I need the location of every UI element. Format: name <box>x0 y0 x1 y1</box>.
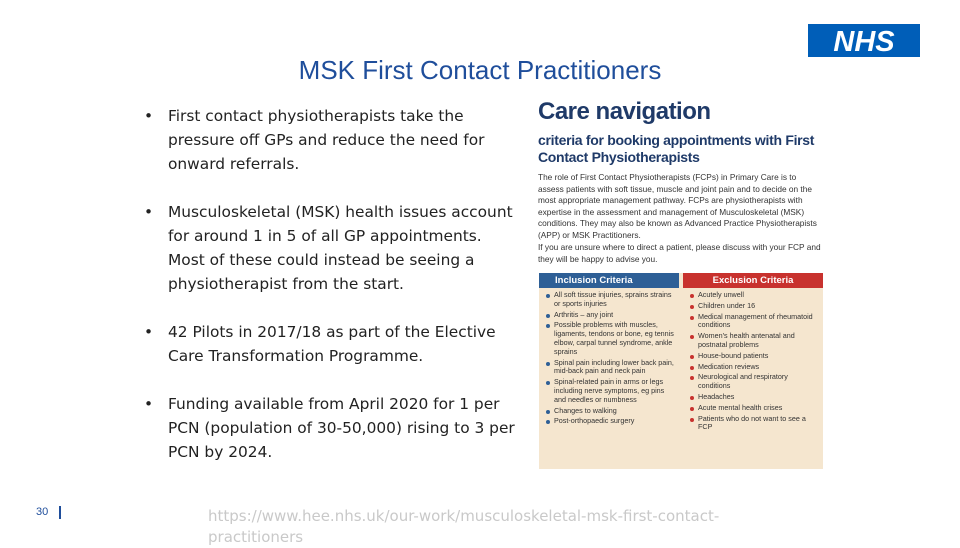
care-navigation-leaflet <box>530 96 828 472</box>
inclusion-item: Post-orthopaedic surgery <box>554 417 675 426</box>
exclusion-item: Acutely unwell <box>698 291 819 300</box>
exclusion-item: Medication reviews <box>698 363 819 372</box>
leaflet-intro: The role of First Contact Physiotherapists (FCPs) in Primary Care is to assess patients with soft tissue, muscle and joint pain and to decide on the most appropriate management pathway. FCPs are physiotherapists with expertise in the assessment and management of Musculoskeletal (MSK) conditions. They may also be known as Advanced Practice Physiotherapists (APP) or MSK Practitioners. <box>538 172 817 240</box>
page-number-divider <box>59 506 61 519</box>
bullet-dot: • <box>144 203 154 221</box>
exclusion-item: Acute mental health crises <box>698 404 819 413</box>
exclusion-item: Children under 16 <box>698 302 819 311</box>
inclusion-item: Possible problems with muscles, ligaments, tendons or bone, eg tennis elbow, carpal tunnel syndrome, ankle sprains <box>554 320 674 356</box>
exclusion-item: Neurological and respiratory conditions <box>698 373 819 391</box>
exclusion-column <box>683 273 823 469</box>
bullet-dot: • <box>144 395 154 413</box>
slide-title: MSK First Contact Practitioners <box>298 55 662 85</box>
exclusion-item: Headaches <box>698 393 819 402</box>
bullet-text: Musculoskeletal (MSK) health issues account for around 1 in 5 of all GP appointments. Most of these could instead be seeing a physiotherapist from the start. <box>168 203 513 293</box>
inclusion-header: Inclusion Criteria <box>539 273 679 288</box>
inclusion-item: Changes to walking <box>554 407 675 416</box>
exclusion-header: Exclusion Criteria <box>683 273 823 288</box>
criteria-table <box>539 273 823 469</box>
bullet-item <box>140 104 520 176</box>
exclusion-item: Medical management of rheumatoid conditions <box>698 313 819 331</box>
bullet-item <box>140 320 520 368</box>
leaflet-title: Care navigation <box>538 98 711 125</box>
inclusion-item: All soft tissue injuries, sprains strains or sports injuries <box>554 291 675 309</box>
bullet-item <box>140 392 520 464</box>
leaflet-note: If you are unsure where to direct a patient, please discuss with your FCP and they will be happy to advise you. <box>538 242 821 264</box>
inclusion-column <box>539 273 679 469</box>
nhs-logo-text: NHS <box>833 26 895 57</box>
inclusion-list <box>539 291 679 426</box>
exclusion-item: Women's health antenatal and postnatal problems <box>698 332 819 350</box>
bullet-text: Funding available from April 2020 for 1 per PCN (population of 30-50,000) rising to 3 per PCN by 2024. <box>168 395 515 461</box>
inclusion-item: Spinal-related pain in arms or legs including nerve symptoms, eg pins and needles or numbness <box>554 378 675 404</box>
nhs-logo <box>808 24 920 57</box>
leaflet-subtitle: criteria for booking appointments with First Contact Physiotherapists <box>538 132 815 165</box>
exclusion-item: Patients who do not want to see a FCP <box>698 415 819 433</box>
bullet-text: 42 Pilots in 2017/18 as part of the Elective Care Transformation Programme. <box>168 323 496 365</box>
inclusion-item: Arthritis – any joint <box>554 311 675 320</box>
exclusion-item: House-bound patients <box>698 352 819 361</box>
bullet-dot: • <box>144 323 154 341</box>
bullet-dot: • <box>144 107 154 125</box>
inclusion-item: Spinal pain including lower back pain, mid-back pain and neck pain <box>554 357 674 376</box>
page-number: 30 <box>36 506 49 518</box>
source-url[interactable]: https://www.hee.nhs.uk/our-work/musculoskeletal-msk-first-contact-practitioners <box>208 507 720 546</box>
bullet-text: First contact physiotherapists take the pressure off GPs and reduce the need for onward referrals. <box>168 107 485 173</box>
bullet-item <box>140 200 520 296</box>
exclusion-list <box>683 291 823 432</box>
